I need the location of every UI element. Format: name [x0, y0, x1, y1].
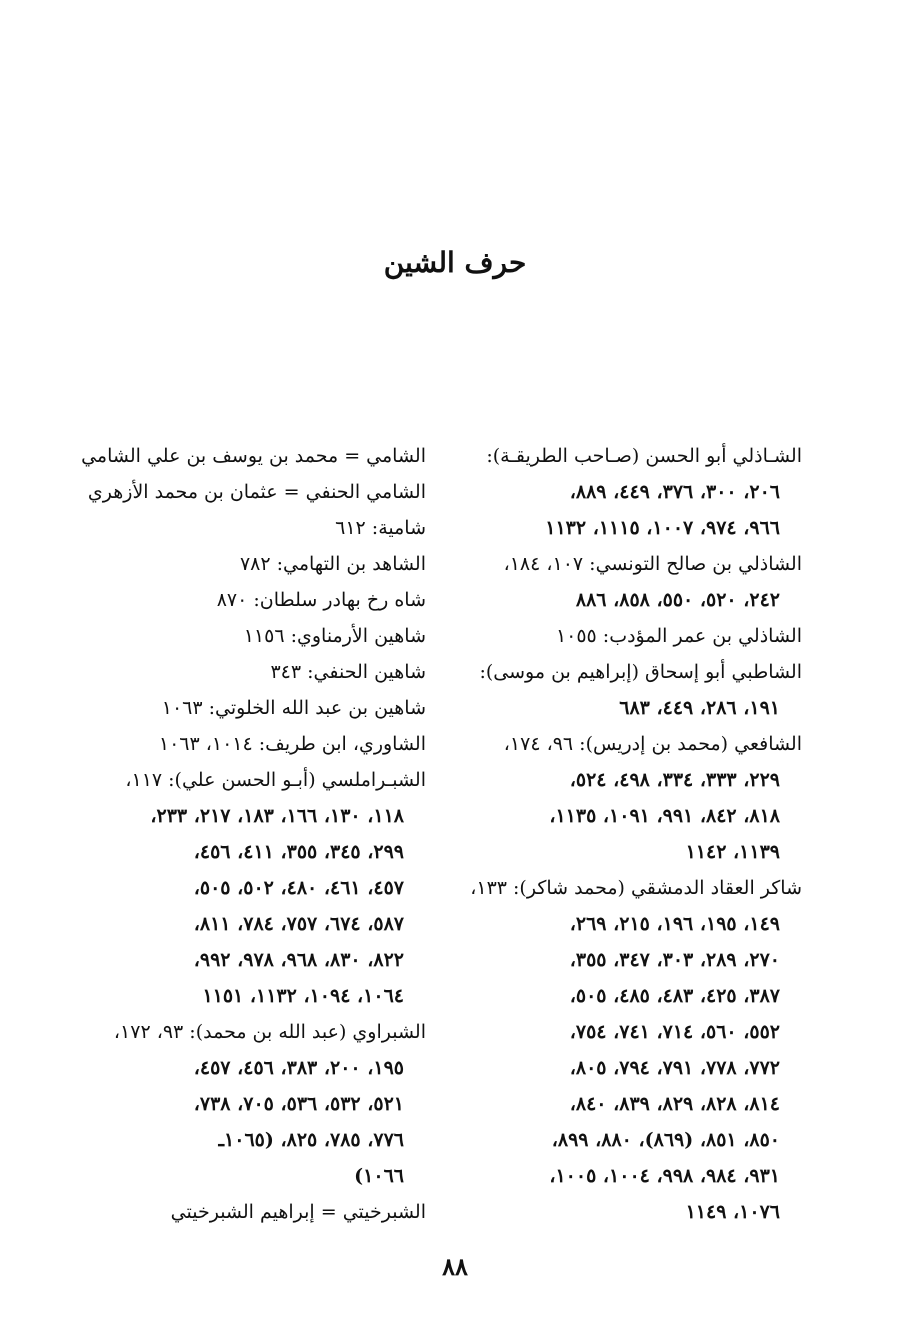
index-entry: الشاذلي بن عمر المؤدب: ١٠٥٥ [555, 625, 802, 647]
index-page-numbers: ٥٢١، ٥٣٢، ٥٣٦، ٧٠٥، ٧٣٨، [193, 1093, 404, 1115]
index-page-numbers: ١٠٦٤، ١٠٩٤، ١١٣٢، ١١٥١ [202, 985, 404, 1007]
index-page-numbers: ٣٨٧، ٤٢٥، ٤٨٣، ٤٨٥، ٥٠٥، [569, 985, 780, 1007]
index-entry: الشاطبي أبو إسحاق (إبراهيم بن موسى): [479, 661, 802, 683]
index-entry: شامية: ٦١٢ [335, 517, 426, 539]
index-page-numbers: ٨٥٠، ٨٥١، (٨٦٩)، ٨٨٠، ٨٩٩، [551, 1129, 780, 1151]
index-entry: الشاوري، ابن طريف: ١٠١٤، ١٠٦٣ [158, 733, 426, 755]
index-page-numbers: ٢٩٩، ٣٤٥، ٣٥٥، ٤١١، ٤٥٦، [193, 841, 404, 863]
index-page-numbers: ٢٠٦، ٣٠٠، ٣٧٦، ٤٤٩، ٨٨٩، [569, 481, 780, 503]
index-page-numbers: ٢٢٩، ٣٣٣، ٣٣٤، ٤٩٨، ٥٢٤، [569, 769, 780, 791]
index-entry: شاهين بن عبد الله الخلوتي: ١٠٦٣ [161, 697, 426, 719]
index-entry: الشاهد بن التهامي: ٧٨٢ [239, 553, 426, 575]
index-entry: الشاذلي بن صالح التونسي: ١٠٧، ١٨٤، [503, 553, 802, 575]
index-column-left [76, 438, 426, 1230]
index-page-numbers: ١٠٧٦، ١١٤٩ [685, 1201, 780, 1223]
index-entry: الشافعي (محمد بن إدريس): ٩٦، ١٧٤، [503, 733, 802, 755]
index-page-numbers: ١٤٩، ١٩٥، ١٩٦، ٢١٥، ٢٦٩، [569, 913, 780, 935]
index-page-numbers: ٤٥٧، ٤٦١، ٤٨٠، ٥٠٢، ٥٠٥، [193, 877, 404, 899]
index-page-numbers: ٥٥٢، ٥٦٠، ٧١٤، ٧٤١، ٧٥٤، [569, 1021, 780, 1043]
index-entry: الشـاذلي أبو الحسن (صـاحب الطريقـة): [486, 445, 802, 467]
index-page-numbers: ١٩١، ٢٨٦، ٤٤٩، ٦٨٣ [619, 697, 780, 719]
index-page-numbers: ٥٨٧، ٦٧٤، ٧٥٧، ٧٨٤، ٨١١، [193, 913, 404, 935]
index-page-numbers: ١١٨، ١٣٠، ١٦٦، ١٨٣، ٢١٧، ٢٣٣، [150, 805, 404, 827]
index-entry: شاه رخ بهادر سلطان: ٨٧٠ [216, 589, 426, 611]
index-page-numbers: ١١٣٩، ١١٤٢ [685, 841, 780, 863]
index-page-numbers: ٩٣١، ٩٨٤، ٩٩٨، ١٠٠٤، ١٠٠٥، [549, 1165, 780, 1187]
index-entry: الشبرخيتي = إبراهيم الشبرخيتي [170, 1201, 426, 1223]
index-entry: شاكر العقاد الدمشقي (محمد شاكر): ١٣٣، [470, 877, 802, 899]
index-entry: شاهين الحنفي: ٣٤٣ [270, 661, 426, 683]
index-page-numbers: ١٩٥، ٢٠٠، ٣٨٣، ٤٥٦، ٤٥٧، [193, 1057, 404, 1079]
index-page-numbers: ٢٧٠، ٢٨٩، ٣٠٣، ٣٤٧، ٣٥٥، [569, 949, 780, 971]
index-column-right [442, 438, 802, 1230]
index-entry: الشبـراملسي (أبـو الحسن علي): ١١٧، [125, 769, 426, 791]
index-page-numbers: ٨٢٢، ٨٣٠، ٩٦٨، ٩٧٨، ٩٩٢، [193, 949, 404, 971]
index-entry: الشامي الحنفي = عثمان بن محمد الأزهري [87, 481, 426, 503]
index-entry: الشبراوي (عبد الله بن محمد): ٩٣، ١٧٢، [113, 1021, 426, 1043]
index-page-numbers: ٢٤٢، ٥٢٠، ٥٥٠، ٨٥٨، ٨٨٦ [575, 589, 780, 611]
index-entry: شاهين الأرمناوي: ١١٥٦ [243, 625, 426, 647]
section-title: حرف الشين [383, 246, 527, 279]
page-number: ٨٨ [442, 1252, 468, 1281]
index-page-numbers: ٧٧٦، ٧٨٥، ٨٢٥، (١٠٦٥ـ [218, 1129, 404, 1151]
index-page-numbers: ١٠٦٦) [354, 1165, 404, 1187]
index-page-numbers: ٧٧٢، ٧٧٨، ٧٩١، ٧٩٤، ٨٠٥، [569, 1057, 780, 1079]
index-page-numbers: ٩٦٦، ٩٧٤، ١٠٠٧، ١١١٥، ١١٣٢ [545, 517, 780, 539]
index-page-numbers: ٨١٨، ٨٤٢، ٩٩١، ١٠٩١، ١١٣٥، [549, 805, 780, 827]
index-page-numbers: ٨١٤، ٨٢٨، ٨٢٩، ٨٣٩، ٨٤٠، [569, 1093, 780, 1115]
index-entry: الشامي = محمد بن يوسف بن علي الشامي [81, 445, 426, 467]
